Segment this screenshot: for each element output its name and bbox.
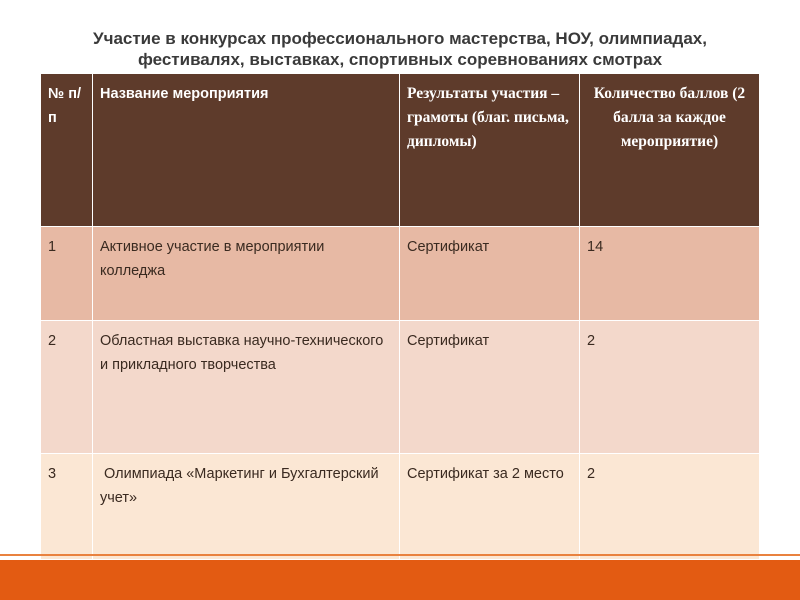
cell-points: 2 — [580, 454, 760, 560]
cell-event-name: Олимпиада «Маркетинг и Бухгалтерский учет» — [93, 454, 400, 560]
cell-number: 3 — [41, 454, 93, 560]
cell-result: Сертификат за 2 место — [400, 454, 580, 560]
header-points: Количество баллов (2 балла за каждое мероприятие) — [580, 74, 760, 227]
table-row — [41, 227, 760, 321]
cell-points: 2 — [580, 321, 760, 454]
cell-result: Сертификат — [400, 227, 580, 321]
footer-accent-bar — [0, 560, 800, 600]
cell-result: Сертификат — [400, 321, 580, 454]
cell-number: 1 — [41, 227, 93, 321]
table-header — [41, 74, 760, 227]
page-title-line-2: фестивалях, выставках, спортивных соревнованиях смотрах — [137, 50, 663, 69]
header-number: № п/п — [41, 74, 93, 227]
events-table — [40, 73, 760, 560]
cell-event-name: Активное участие в мероприятии колледжа — [93, 227, 400, 321]
table-row — [41, 454, 760, 560]
cell-event-name: Областная выставка научно-технического и прикладного творчества — [93, 321, 400, 454]
table-row — [41, 321, 760, 454]
header-event-name: Название мероприятия — [93, 74, 400, 227]
footer-accent-line — [0, 554, 800, 556]
cell-points: 14 — [580, 227, 760, 321]
table-header-row — [41, 74, 760, 227]
page-title-line-1: Участие в конкурсах профессионального мастерства, НОУ, олимпиадах, — [93, 29, 707, 48]
header-results: Результаты участия – грамоты (благ. письма, дипломы) — [400, 74, 580, 227]
cell-number: 2 — [41, 321, 93, 454]
page-title — [0, 28, 800, 70]
